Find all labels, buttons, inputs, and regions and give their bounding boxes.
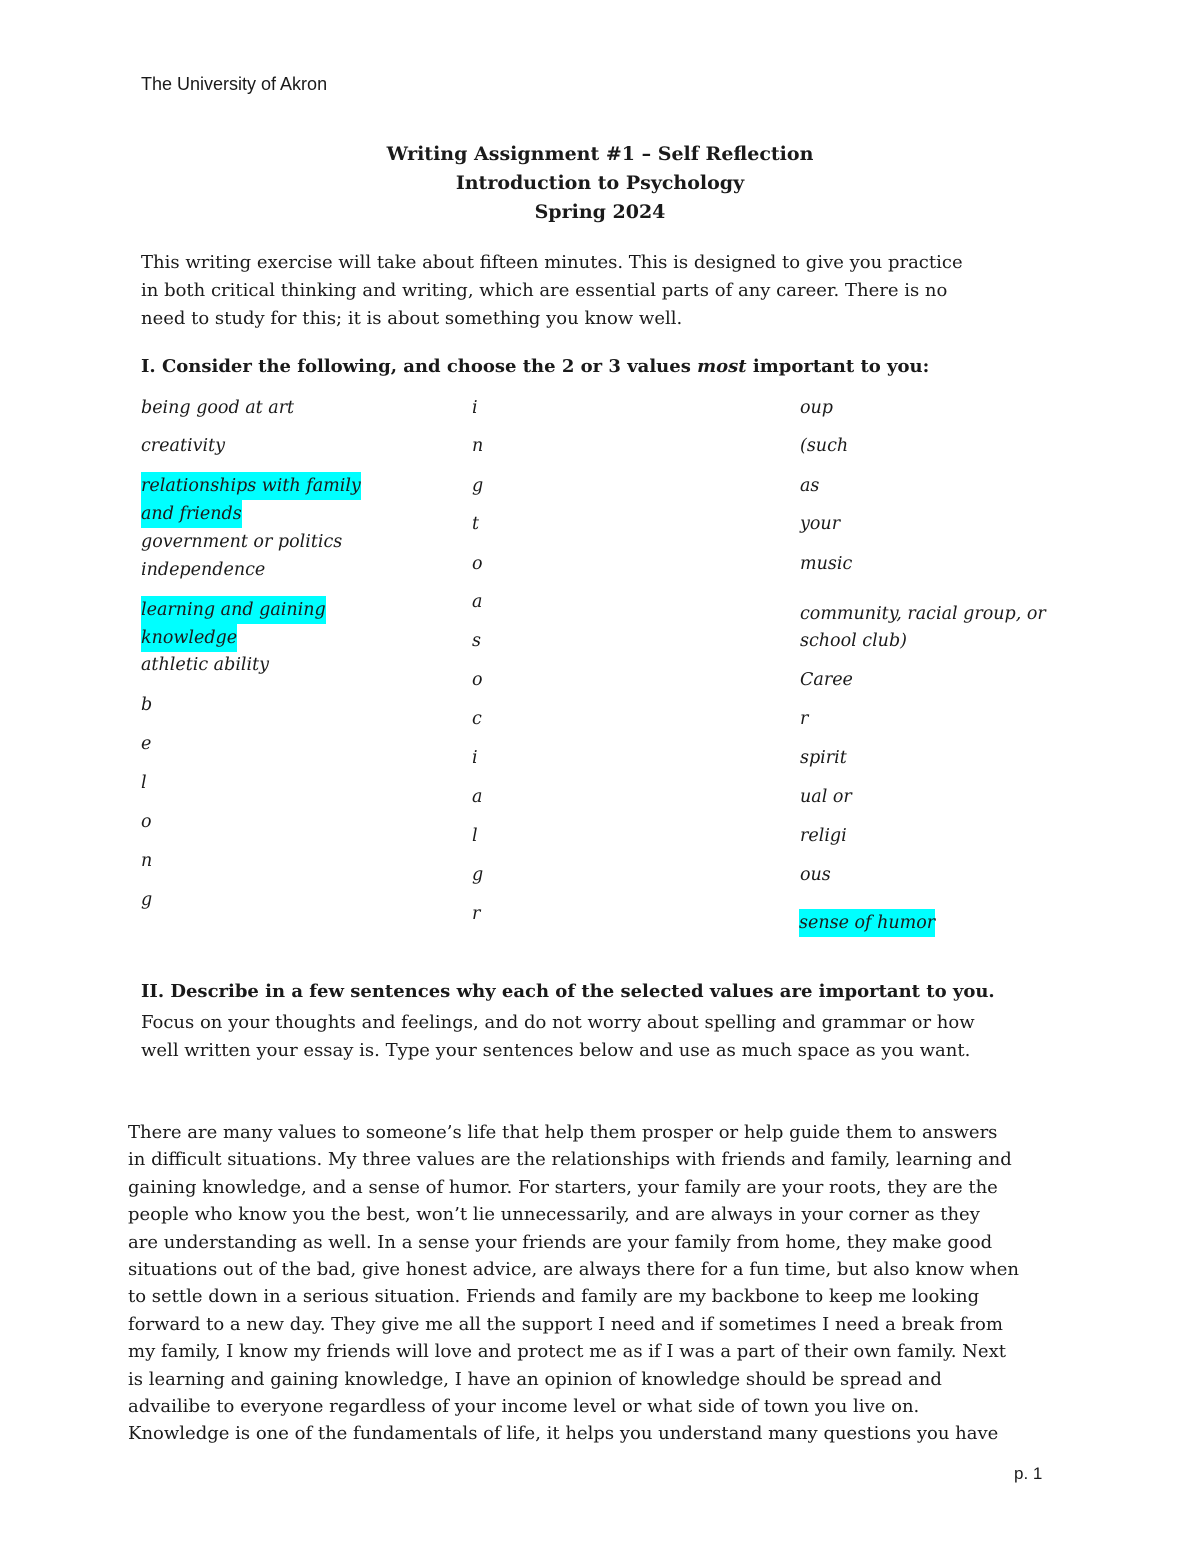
value-item: athletic ability: [141, 655, 270, 675]
value-item: oup: [800, 398, 834, 418]
essay-line: people who know you the best, won’t lie unnecessarily, and are always in your corner as they: [128, 1204, 980, 1226]
value-letter: n: [472, 436, 484, 456]
value-letter: g: [472, 865, 484, 885]
value-item-highlighted: and friends: [141, 500, 242, 528]
essay-line: is learning and gaining knowledge, I have an opinion of knowledge should be spread and: [128, 1368, 942, 1390]
title-line-3: Spring 2024: [534, 201, 666, 223]
essay-line: in difficult situations. My three values are the relationships with friends and family, learning and: [128, 1149, 1012, 1171]
page-header: The University of Akron: [141, 74, 328, 94]
value-item: Caree: [800, 670, 853, 690]
essay-line: are understanding as well. In a sense your friends are your family from home, they make good: [128, 1231, 993, 1253]
essay-response: [128, 1119, 1019, 1448]
intro-line: in both critical thinking and writing, which are essential parts of any career. There is no: [141, 280, 948, 301]
value-item: being good at art: [141, 398, 295, 418]
value-item: music: [800, 554, 853, 574]
value-letter: r: [472, 904, 481, 924]
value-item: government or politics: [141, 532, 343, 552]
essay-line: advailibe to everyone regardless of your income level or what side of town you live on.: [128, 1396, 920, 1418]
essay-line: forward to a new day. They give me all the support I need and if sometimes I need a break from: [128, 1313, 1003, 1335]
value-item: spirit: [800, 748, 847, 768]
intro-line: This writing exercise will take about fifteen minutes. This is designed to give you practice: [141, 252, 963, 273]
value-letter: a: [472, 787, 483, 807]
value-item: creativity: [141, 436, 225, 456]
value-item: community, racial group, or: [800, 604, 1046, 624]
title-line-2: Introduction to Psychology: [455, 172, 745, 194]
value-letter: e: [141, 734, 152, 754]
value-item: independence: [141, 560, 266, 580]
value-letter: l: [472, 826, 478, 846]
value-item: your: [800, 514, 841, 534]
value-item: religi: [800, 826, 847, 846]
page-number: p. 1: [1014, 1464, 1043, 1483]
essay-line: gaining knowledge, and a sense of humor. For starters, your family are your roots, they are the: [128, 1176, 998, 1198]
value-letter: n: [141, 851, 153, 871]
value-letter: i: [472, 748, 478, 768]
value-letter: o: [141, 812, 152, 832]
value-item-highlighted: learning and gaining: [141, 596, 326, 624]
value-item-highlighted: knowledge: [141, 624, 237, 652]
value-letter: b: [141, 695, 153, 715]
section-2-instructions: [141, 1009, 975, 1065]
value-letter: i: [472, 398, 478, 418]
essay-line: There are many values to someone’s life that help them prosper or help guide them to answers: [128, 1122, 998, 1143]
value-item: school club): [800, 631, 907, 651]
value-letter: s: [472, 631, 481, 651]
value-item: as: [800, 476, 820, 496]
intro-paragraph: [141, 249, 1081, 333]
essay-line: my family, I know my friends will love and protect me as if I was a part of their own family. Next: [128, 1341, 1006, 1363]
value-letter: o: [472, 670, 483, 690]
essay-line: to settle down in a serious situation. Friends and family are my backbone to keep me looking: [128, 1286, 980, 1308]
instruction-line: well written your essay is. Type your sentences below and use as much space as you want.: [141, 1040, 971, 1061]
value-item-highlighted: sense of humor: [799, 909, 935, 937]
value-letter: g: [472, 476, 484, 496]
value-letter: l: [141, 773, 147, 793]
section-2-heading: II. Describe in a few sentences why each of the selected values are important to you.: [141, 981, 995, 1002]
title-line-1: Writing Assignment #1 – Self Reflection: [386, 143, 814, 165]
value-letter: t: [472, 514, 480, 534]
essay-line: situations out of the bad, give honest advice, are always there for a fun time, but also know when: [128, 1259, 1019, 1281]
value-item: (such: [800, 436, 849, 456]
value-item: ual or: [800, 787, 852, 807]
section-1-heading-emphasis: most: [697, 356, 747, 377]
value-item: ous: [800, 865, 831, 885]
assignment-title: [0, 140, 1200, 227]
section-1-heading: [141, 356, 929, 377]
value-letter: g: [141, 890, 153, 910]
section-1-heading-pre: I. Consider the following, and choose the 2 or 3 values: [141, 356, 698, 377]
value-item: r: [800, 709, 809, 729]
essay-line: Knowledge is one of the fundamentals of life, it helps you understand many questions you have: [128, 1423, 999, 1445]
instruction-line: Focus on your thoughts and feelings, and do not worry about spelling and grammar or how: [141, 1012, 975, 1033]
value-item-highlighted: relationships with family: [141, 472, 361, 500]
value-letter: c: [472, 709, 482, 729]
section-1-heading-post: important to you:: [746, 356, 930, 377]
intro-line: need to study for this; it is about something you know well.: [141, 308, 683, 329]
value-letter: a: [472, 592, 483, 612]
value-letter: o: [472, 554, 483, 574]
